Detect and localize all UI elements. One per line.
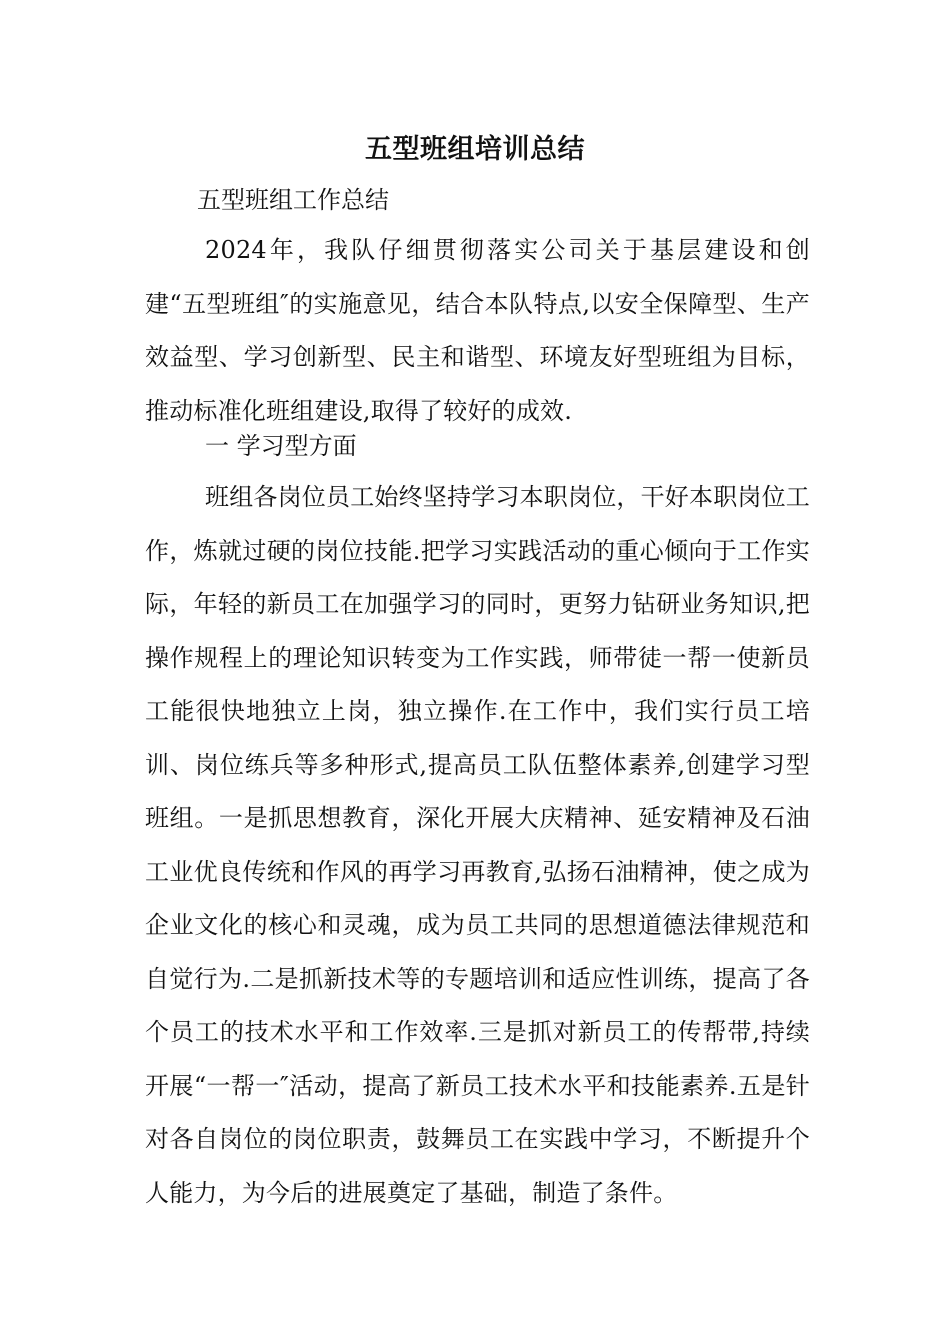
document-title: 五型班组培训总结 bbox=[365, 134, 585, 165]
section-heading: 一 学习型方面 bbox=[205, 432, 357, 460]
paragraph-learning: 班组各岗位员工始终坚持学习本职岗位，干好本职岗位工作，炼就过硬的岗位技能.把学习实践活动的重心倾向于工作实际，年轻的新员工在加强学习的同时，更努力钻研业务知识,把操作规程上的理论知识转变为工作实践，师带徒一帮一使新员工能很快地独立上岗，独立操作.在工作中，我们实行员工培训、岗位练兵等多种形式,提高员工队伍整体素养,创建学习型班组。一是抓思想教育，深化开展大庆精神、延安精神及石油工业优良传统和作风的再学习再教育,弘扬石油精神，使之成为企业文化的核心和灵魂，成为员工共同的思想道德法律规范和自觉行为.二是抓新技术等的专题培训和适应性训练，提高了各个员工的技术水平和工作效率.三是抓对新员工的传帮带,持续开展“一帮一″活动，提高了新员工技术水平和技能素养.五是针对各自岗位的岗位职责，鼓舞员工在实践中学习，不断提升个人能力，为今后的进展奠定了基础，制造了条件。 bbox=[145, 483, 810, 1207]
document-subtitle: 五型班组工作总结 bbox=[197, 186, 389, 214]
paragraph-intro: 2024年，我队仔细贯彻落实公司关于基层建设和创建“五型班组″的实施意见，结合本队特点,以安全保障型、生产效益型、学习创新型、民主和谐型、环境友好型班组为目标，推动标准化班组建设,取得了较好的成效. bbox=[145, 236, 810, 425]
